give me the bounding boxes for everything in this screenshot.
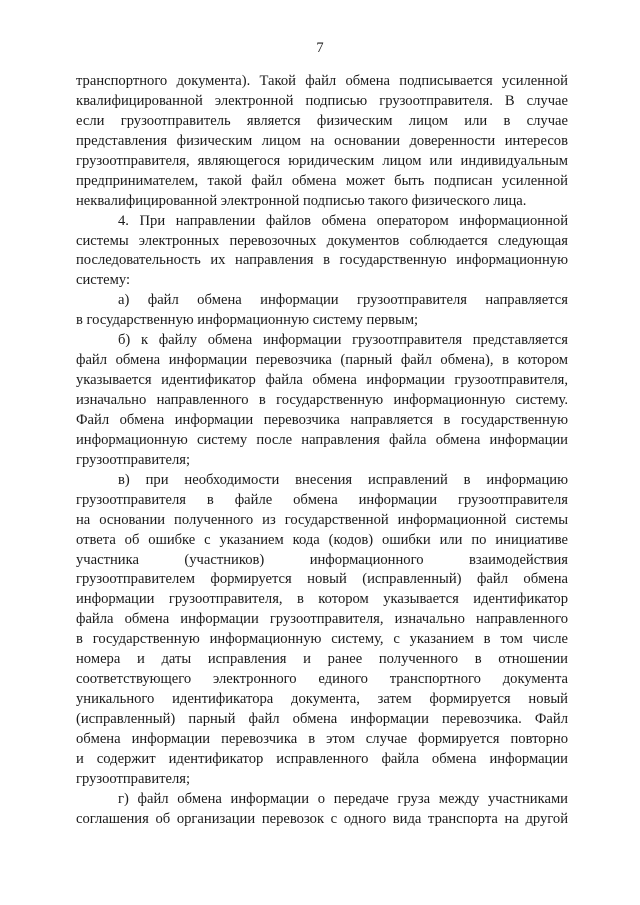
page-number: 7	[316, 40, 324, 56]
text-line: грузоотправителя в файле обмена информации грузоотправителя	[76, 491, 568, 508]
text-line: 4. При направлении файлов обмена оператором информационной	[118, 212, 568, 229]
text-line: и содержит идентификатор исправленного файла обмена информации	[76, 750, 568, 767]
text-line: на основании полученного из государственной информационной системы	[76, 511, 568, 528]
text-line: предпринимателем, такой файл обмена может быть подписан усиленной	[76, 172, 568, 189]
text-line: файла обмена информации грузоотправителя, изначально направленного	[76, 611, 568, 628]
text-line: номера и даты исправления и ранее полученного в отношении	[76, 651, 568, 668]
text-line: в государственную информационную систему, с указанием в том числе	[76, 631, 568, 648]
text-line: если грузоотправитель является физическим лицом или в случае	[76, 112, 568, 129]
text-line: информации грузоотправителя, в котором указывается идентификатор	[76, 591, 568, 608]
text-line: представления физическим лицом на основании доверенности интересов	[76, 132, 568, 149]
text-line: грузоотправителя;	[76, 451, 191, 468]
text-line: грузоотправителя, являющегося юридическим лицом или индивидуальным	[76, 152, 568, 169]
text-line: соглашения об организации перевозок с одного вида транспорта на другой	[76, 810, 568, 827]
text-line: изначально направленного в государственную информационную систему.	[76, 392, 568, 408]
text-line: соответствующего электронного единого транспортного документа	[76, 671, 568, 688]
text-line: транспортного документа). Такой файл обмена подписывается усиленной	[76, 73, 568, 89]
text-line: грузоотправителем формируется новый (исправленный) файл обмена	[76, 571, 568, 588]
text-line: в) при необходимости внесения исправлений в информацию	[118, 471, 568, 488]
text-line: систему:	[76, 272, 131, 289]
text-line: а) файл обмена информации грузоотправителя направляется	[118, 292, 568, 309]
text-line: последовательность их направления в государственную информационную	[76, 252, 568, 269]
text-line: системы электронных перевозочных документов соблюдается следующая	[76, 232, 568, 249]
text-line: обмена информации перевозчика в этом случае формируется повторно	[76, 730, 568, 747]
text-line: г) файл обмена информации о передаче груза между участниками	[118, 790, 568, 807]
text-line: квалифицированной электронной подписью грузоотправителя. В случае	[76, 92, 568, 109]
text-line: (исправленный) парный файл обмена информации перевозчика. Файл	[76, 711, 568, 727]
text-line: файл обмена информации перевозчика (парный файл обмена), в котором	[76, 352, 568, 369]
text-line: в государственную информационную систему первым;	[76, 312, 419, 329]
text-line: грузоотправителя;	[76, 770, 191, 787]
text-line: информационную систему после направления файла обмена информации	[76, 431, 568, 448]
text-line: б) к файлу обмена информации грузоотправителя представляется	[118, 332, 568, 349]
text-line: указывается идентификатор файла обмена информации грузоотправителя,	[76, 372, 568, 389]
text-line: Файл обмена информации перевозчика направляется в государственную	[76, 411, 568, 428]
text-line: уникального идентификатора документа, затем формируется новый	[76, 691, 568, 708]
text-line: ответа об ошибке с указанием кода (кодов) ошибки или по инициативе	[76, 531, 568, 548]
document-body	[76, 72, 568, 830]
text-line: неквалифицированной электронной подписью такого физического лица.	[76, 192, 527, 209]
text-line: участника (участников) информационного взаимодействия	[76, 551, 568, 568]
